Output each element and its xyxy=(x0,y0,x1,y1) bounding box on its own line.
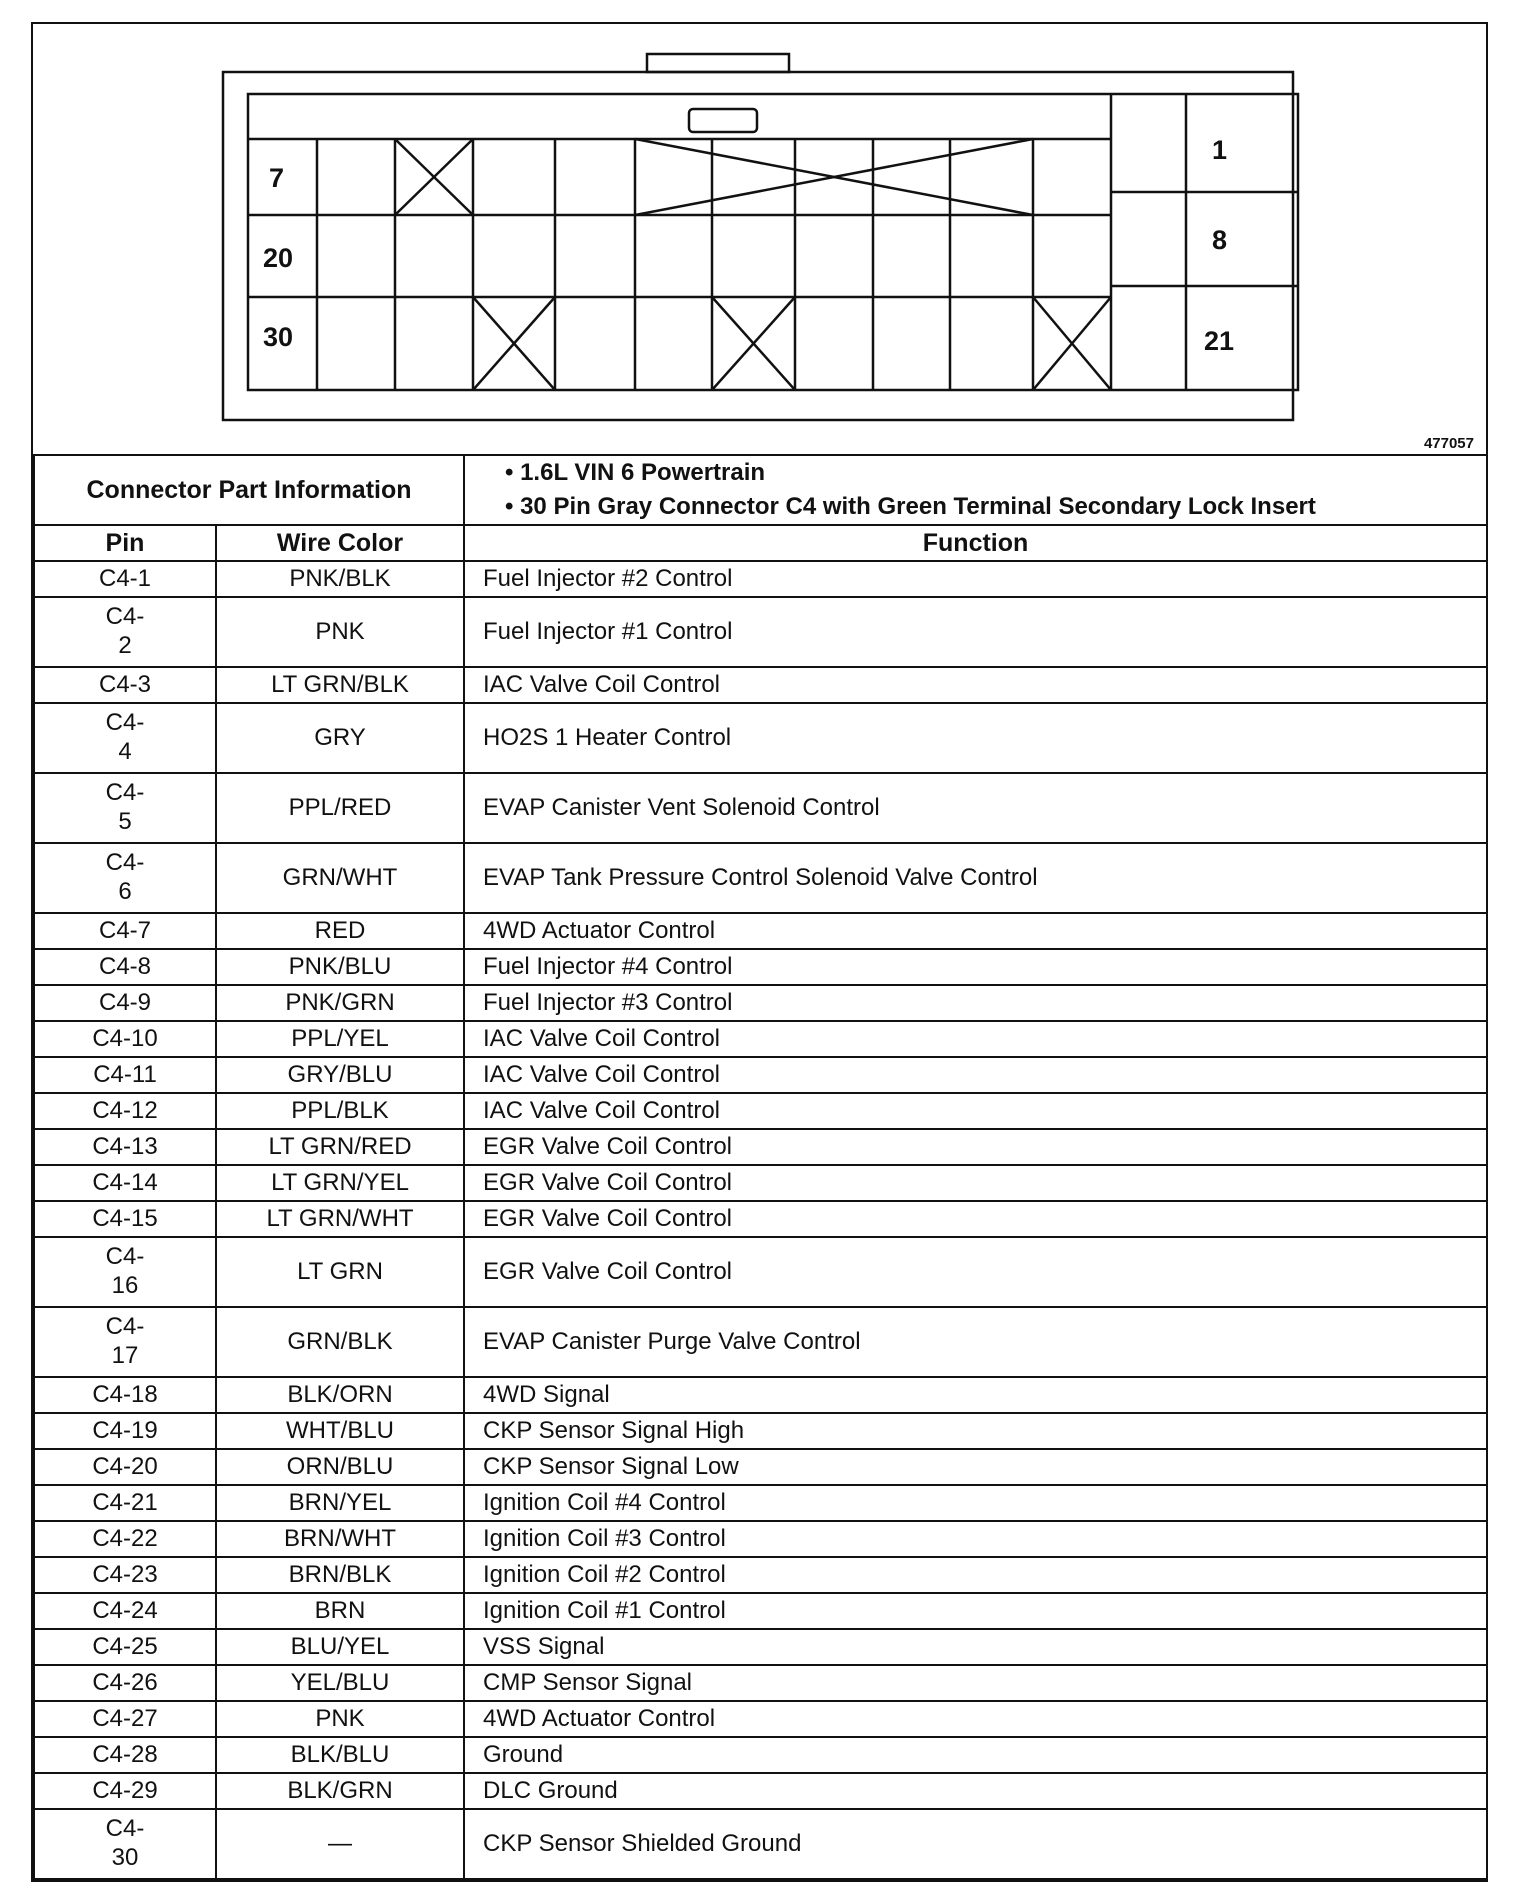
function-cell: 4WD Signal xyxy=(464,1377,1487,1413)
pin-cell: C4-8 xyxy=(34,949,216,985)
latch-tab xyxy=(647,54,789,72)
function-cell: EVAP Canister Vent Solenoid Control xyxy=(464,773,1487,843)
table-row xyxy=(34,1449,1487,1485)
pin-cell: C4-13 xyxy=(34,1129,216,1165)
pin-label-30: 30 xyxy=(263,322,294,352)
pin-cell: C4-18 xyxy=(34,1377,216,1413)
wire-color-cell: LT GRN/BLK xyxy=(216,667,464,703)
table-row xyxy=(34,1557,1487,1593)
wire-color-cell: LT GRN xyxy=(216,1237,464,1307)
table-row xyxy=(34,597,1487,667)
wire-color-cell: LT GRN/YEL xyxy=(216,1165,464,1201)
function-cell: DLC Ground xyxy=(464,1773,1487,1809)
connector-note: • 1.6L VIN 6 Powertrain xyxy=(505,459,766,486)
pin-cell: C4-23 xyxy=(34,1557,216,1593)
function-cell: EGR Valve Coil Control xyxy=(464,1201,1487,1237)
pin-cell: C4-14 xyxy=(34,1165,216,1201)
table-row xyxy=(34,1701,1487,1737)
wire-color-cell: RED xyxy=(216,913,464,949)
function-cell: Ground xyxy=(464,1737,1487,1773)
table-row xyxy=(34,561,1487,597)
function-cell: CKP Sensor Signal Low xyxy=(464,1449,1487,1485)
function-cell: VSS Signal xyxy=(464,1629,1487,1665)
document-frame xyxy=(31,22,1488,1882)
connector-face-drawing xyxy=(33,24,1486,454)
function-cell: Fuel Injector #3 Control xyxy=(464,985,1487,1021)
function-cell: IAC Valve Coil Control xyxy=(464,1021,1487,1057)
column-header-pin: Pin xyxy=(34,525,216,561)
function-cell: Ignition Coil #1 Control xyxy=(464,1593,1487,1629)
function-cell: Ignition Coil #2 Control xyxy=(464,1557,1487,1593)
function-cell: EGR Valve Coil Control xyxy=(464,1237,1487,1307)
wire-color-cell: BRN/BLK xyxy=(216,1557,464,1593)
table-row xyxy=(34,1521,1487,1557)
function-cell: Fuel Injector #1 Control xyxy=(464,597,1487,667)
pin-cell: C4-22 xyxy=(34,1521,216,1557)
function-cell: IAC Valve Coil Control xyxy=(464,667,1487,703)
pin-cell: C4-26 xyxy=(34,1665,216,1701)
function-cell: 4WD Actuator Control xyxy=(464,1701,1487,1737)
wire-color-cell: GRY/BLU xyxy=(216,1057,464,1093)
pin-cell: C4- 17 xyxy=(34,1307,216,1377)
wire-color-cell: PNK/BLK xyxy=(216,561,464,597)
table-row xyxy=(34,1237,1487,1307)
table-row xyxy=(34,1057,1487,1093)
table-row xyxy=(34,1413,1487,1449)
column-header-row xyxy=(34,525,1487,561)
table-row xyxy=(34,913,1487,949)
pin-cell: C4- 6 xyxy=(34,843,216,913)
column-header-wire-color: Wire Color xyxy=(216,525,464,561)
wire-color-cell: WHT/BLU xyxy=(216,1413,464,1449)
wire-color-cell: BLU/YEL xyxy=(216,1629,464,1665)
table-row xyxy=(34,1307,1487,1377)
pin-label-21: 21 xyxy=(1204,326,1235,356)
function-cell: 4WD Actuator Control xyxy=(464,913,1487,949)
wire-color-cell: BLK/BLU xyxy=(216,1737,464,1773)
table-row xyxy=(34,1093,1487,1129)
wire-color-cell: ORN/BLU xyxy=(216,1449,464,1485)
pin-cell: C4-12 xyxy=(34,1093,216,1129)
pin-cell: C4-11 xyxy=(34,1057,216,1093)
wire-color-cell: GRY xyxy=(216,703,464,773)
connector-info-row xyxy=(34,455,1487,525)
function-cell: CMP Sensor Signal xyxy=(464,1665,1487,1701)
function-cell: Ignition Coil #3 Control xyxy=(464,1521,1487,1557)
pin-rows xyxy=(34,561,1487,1879)
pin-cell: C4-27 xyxy=(34,1701,216,1737)
wire-color-cell: BRN xyxy=(216,1593,464,1629)
wire-color-cell: PNK xyxy=(216,597,464,667)
table-row xyxy=(34,985,1487,1021)
function-cell: EVAP Canister Purge Valve Control xyxy=(464,1307,1487,1377)
pin-cell: C4-20 xyxy=(34,1449,216,1485)
wire-color-cell: PNK/GRN xyxy=(216,985,464,1021)
table-row xyxy=(34,1129,1487,1165)
wire-color-cell: PNK/BLU xyxy=(216,949,464,985)
table-row xyxy=(34,1629,1487,1665)
pin-label-8: 8 xyxy=(1212,225,1228,255)
function-cell: Fuel Injector #2 Control xyxy=(464,561,1487,597)
pin-cell: C4-1 xyxy=(34,561,216,597)
function-cell: IAC Valve Coil Control xyxy=(464,1057,1487,1093)
pin-table xyxy=(33,454,1488,1880)
function-cell: EGR Valve Coil Control xyxy=(464,1165,1487,1201)
function-cell: EGR Valve Coil Control xyxy=(464,1129,1487,1165)
wire-color-cell: LT GRN/WHT xyxy=(216,1201,464,1237)
wire-color-cell: GRN/BLK xyxy=(216,1307,464,1377)
function-cell: Fuel Injector #4 Control xyxy=(464,949,1487,985)
function-cell: HO2S 1 Heater Control xyxy=(464,703,1487,773)
pin-cell: C4-21 xyxy=(34,1485,216,1521)
function-cell: EVAP Tank Pressure Control Solenoid Valve Control xyxy=(464,843,1487,913)
table-row xyxy=(34,1485,1487,1521)
pin-cell: C4- 30 xyxy=(34,1809,216,1879)
table-row xyxy=(34,703,1487,773)
function-cell: CKP Sensor Shielded Ground xyxy=(464,1809,1487,1879)
table-row xyxy=(34,1809,1487,1879)
table-row xyxy=(34,1201,1487,1237)
wire-color-cell: — xyxy=(216,1809,464,1879)
pin-cell: C4-9 xyxy=(34,985,216,1021)
table-row xyxy=(34,773,1487,843)
connector-info-notes xyxy=(464,455,1487,525)
pin-cell: C4-29 xyxy=(34,1773,216,1809)
pin-cell: C4-25 xyxy=(34,1629,216,1665)
function-cell: CKP Sensor Signal High xyxy=(464,1413,1487,1449)
wire-color-cell: PPL/RED xyxy=(216,773,464,843)
table-row xyxy=(34,667,1487,703)
wire-color-cell: PPL/BLK xyxy=(216,1093,464,1129)
keyway xyxy=(689,109,757,132)
pin-cell: C4-19 xyxy=(34,1413,216,1449)
wire-color-cell: PPL/YEL xyxy=(216,1021,464,1057)
pin-cell: C4- 4 xyxy=(34,703,216,773)
pin-label-1: 1 xyxy=(1212,135,1228,165)
pin-cell: C4-3 xyxy=(34,667,216,703)
function-cell: IAC Valve Coil Control xyxy=(464,1093,1487,1129)
pin-cell: C4-10 xyxy=(34,1021,216,1057)
function-cell: Ignition Coil #4 Control xyxy=(464,1485,1487,1521)
wire-color-cell: LT GRN/RED xyxy=(216,1129,464,1165)
pin-cell: C4-7 xyxy=(34,913,216,949)
pin-cell: C4-15 xyxy=(34,1201,216,1237)
table-row xyxy=(34,1377,1487,1413)
pin-label-7: 7 xyxy=(269,163,285,193)
pin-cell: C4- 5 xyxy=(34,773,216,843)
table-row xyxy=(34,1665,1487,1701)
table-row xyxy=(34,1165,1487,1201)
pin-label-20: 20 xyxy=(263,243,294,273)
figure-id: 477057 xyxy=(1423,435,1474,452)
pin-cell: C4- 2 xyxy=(34,597,216,667)
table-row xyxy=(34,1737,1487,1773)
wire-color-cell: BRN/WHT xyxy=(216,1521,464,1557)
wire-color-cell: GRN/WHT xyxy=(216,843,464,913)
table-row xyxy=(34,1773,1487,1809)
table-row xyxy=(34,843,1487,913)
pin-cell: C4-24 xyxy=(34,1593,216,1629)
pin-cell: C4-28 xyxy=(34,1737,216,1773)
column-header-function: Function xyxy=(464,525,1487,561)
pin-cell: C4- 16 xyxy=(34,1237,216,1307)
wire-color-cell: PNK xyxy=(216,1701,464,1737)
wire-color-cell: BRN/YEL xyxy=(216,1485,464,1521)
wire-color-cell: YEL/BLU xyxy=(216,1665,464,1701)
table-row xyxy=(34,949,1487,985)
connector-diagram xyxy=(33,24,1486,454)
wire-color-cell: BLK/GRN xyxy=(216,1773,464,1809)
table-row xyxy=(34,1021,1487,1057)
connector-info-title: Connector Part Information xyxy=(34,455,464,525)
wire-color-cell: BLK/ORN xyxy=(216,1377,464,1413)
connector-note: • 30 Pin Gray Connector C4 with Green Terminal Secondary Lock Insert xyxy=(505,493,1316,520)
table-row xyxy=(34,1593,1487,1629)
